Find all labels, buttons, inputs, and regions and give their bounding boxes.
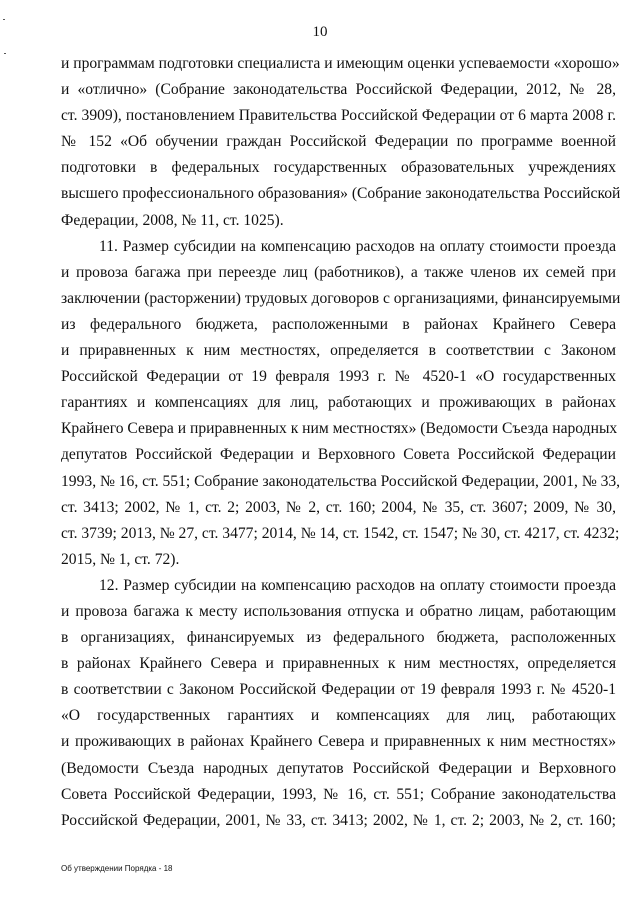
text-line: «О государственных гарантиях и компенсациях для лиц, работающих: [61, 707, 616, 725]
text-line: (Ведомости Съезда народных депутатов Российской Федерации и Верховного: [61, 759, 616, 777]
paragraph-continuation: [61, 51, 621, 234]
text-line: и программам подготовки специалиста и имеющим оценки успеваемости «хорошо»: [61, 55, 620, 72]
page-number: 10: [312, 24, 328, 40]
text-line: в организациях, финансируемых из федерального бюджета, расположенных: [61, 629, 616, 647]
paragraph-11: [61, 234, 621, 573]
text-line: гарантиях и компенсациях для лиц, работающих и проживающих в районах: [61, 394, 616, 412]
text-line: Совета Российской Федерации, 1993, № 16, ст. 551; Собрание законодательства: [61, 785, 616, 803]
text-line: в районах Крайнего Севера и приравненных к ним местностях, определяется: [61, 655, 616, 673]
text-line: и приравненных к ним местностях, определяется в соответствии с Законом: [61, 342, 616, 360]
text-line: из федерального бюджета, расположенными в районах Крайнего Севера: [61, 315, 616, 333]
text-line: 11. Размер субсидии на компенсацию расходов на оплату стоимости проезда: [99, 237, 616, 255]
text-line: высшего профессионального образования» (Собрание законодательства Российской: [61, 185, 621, 203]
text-line: Российской Федерации от 19 февраля 1993 г. № 4520-1 «О государственных: [61, 368, 616, 386]
text-line: ст. 3739; 2013, № 27, ст. 3477; 2014, № 14, ст. 1542, ст. 1547; № 30, ст. 4217, ст. 4232;: [61, 524, 620, 542]
text-line: подготовки в федеральных государственных образовательных учреждениях: [61, 159, 616, 177]
text-line: № 152 «Об обучении граждан Российской Федерации по программе военной: [61, 133, 616, 151]
text-line: ст. 3413; 2002, № 1, ст. 2; 2003, № 2, ст. 160; 2004, № 35, ст. 3607; 2009, № 30,: [61, 498, 616, 516]
text-line: в соответствии с Законом Российской Федерации от 19 февраля 1993 г. № 4520-1: [61, 681, 616, 699]
text-line: депутатов Российской Федерации и Верховного Совета Российской Федерации: [61, 446, 616, 464]
text-line: 12. Размер субсидии на компенсацию расходов на оплату стоимости проезда: [99, 576, 616, 594]
scan-speck: [3, 19, 5, 20]
text-line: Российской Федерации, 2001, № 33, ст. 3413; 2002, № 1, ст. 2; 2003, № 2, ст. 160;: [61, 811, 616, 829]
text-line: и провоза багажа к месту использования отпуска и обратно лицам, работающим: [61, 602, 616, 620]
text-line: 1993, № 16, ст. 551; Собрание законодательства Российской Федерации, 2001, № 33,: [61, 472, 621, 490]
text-line: и «отлично» (Собрание законодательства Российской Федерации, 2012, № 28,: [61, 81, 616, 99]
text-line: Федерации, 2008, № 11, ст. 1025).: [61, 211, 284, 229]
scan-speck: [4, 53, 6, 54]
document-body: [61, 51, 621, 834]
text-line: 2015, № 1, ст. 72).: [61, 550, 180, 568]
text-line: и проживающих в районах Крайнего Севера и приравненных к ним местностях»: [61, 733, 616, 751]
text-line: заключении (расторжении) трудовых договоров с организациями, финансируемыми: [61, 289, 621, 307]
paragraph-12: [61, 573, 616, 834]
footer-note: Об утверждении Порядка - 18: [61, 864, 173, 873]
text-line: Крайнего Севера и приравненных к ним местностях» (Ведомости Съезда народных: [61, 420, 618, 438]
text-line: и провоза багажа при переезде лиц (работников), а также членов их семей при: [61, 263, 616, 281]
text-line: ст. 3909), постановлением Правительства Российской Федерации от 6 марта 2008 г.: [61, 107, 616, 125]
